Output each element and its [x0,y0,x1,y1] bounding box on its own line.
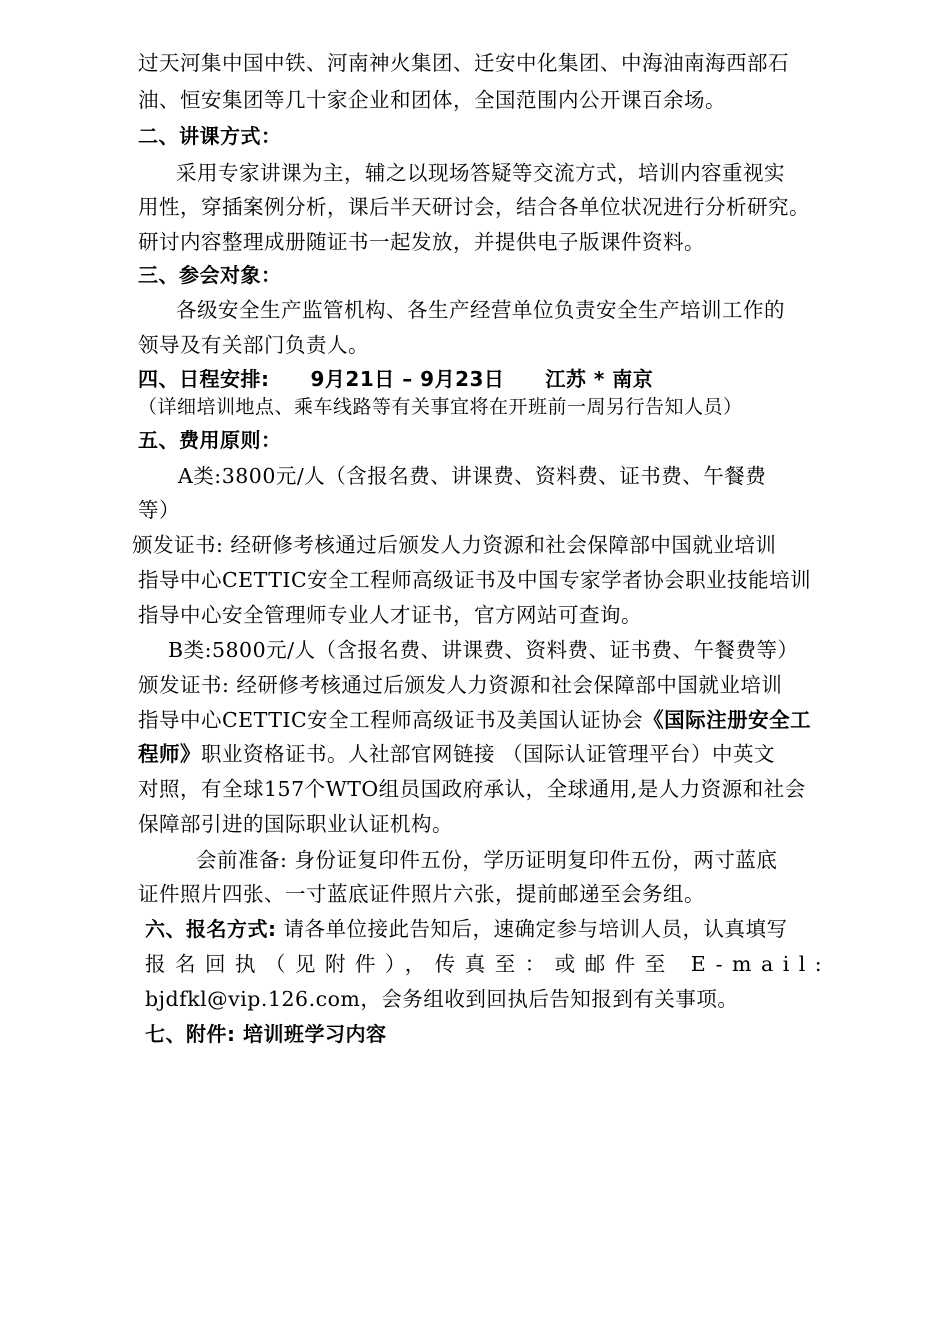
section-2-line-2: 用性，穿插案例分析，课后半天研讨会，结合各单位状况进行分析研究。 [138,195,810,219]
section-4-note: （详细培训地点、乘车线路等有关事宜将在开班前一周另行告知人员） [138,396,743,418]
prep-line-1: 会前准备: 身份证复印件五份，学历证明复印件五份，两寸蓝底 [196,848,778,872]
fee-a-line-2: 等） [138,498,180,522]
section-5-heading: 五、费用原则： [138,428,282,452]
fee-b-cert-line-2 [138,707,811,733]
section-3-heading: 三、参会对象： [138,263,282,287]
fee-b-line-1: B类:5800元/人（含报名费、讲课费、资料费、证书费、午餐费等） [168,638,799,662]
section-6-line-2: 报名回执（见附件），传真至：或邮件至 E-mail: [145,952,832,976]
section-2-line-1: 采用专家讲课为主，辅之以现场答疑等交流方式，培训内容重视实 [176,161,785,185]
section-6-text: 请各单位接此告知后，速确定参与培训人员，认真填写 [283,917,788,941]
fee-b-cert-line-1: 颁发证书: 经研修考核通过后颁发人力资源和社会保障部中国就业培训 [138,673,783,697]
fee-a-cert-line-2: 指导中心CETTIC安全工程师高级证书及中国专家学者协会职业技能培训 [138,568,812,592]
intro-line-1: 过天河集中国中铁、河南神火集团、迁安中化集团、中海油南海西部石 [138,51,789,75]
section-6-line-1 [145,916,788,942]
section-2-heading: 二、讲课方式： [138,124,282,148]
fee-b-cert-title-end: 程师》 [138,742,201,766]
section-3-line-1: 各级安全生产监管机构、各生产经营单位负责安全生产培训工作的 [176,298,785,322]
fee-b-cert-title-start: 《国际注册安全工 [643,708,812,732]
fee-b-cert-line-4: 对照，有全球157个WTO组员国政府承认，全球通用,是人力资源和社会 [138,777,806,801]
fee-a-line-1: A类:3800元/人（含报名费、讲课费、资料费、证书费、午餐费 [178,464,767,488]
intro-line-2: 油、恒安集团等几十家企业和团体，全国范围内公开课百余场。 [138,88,726,112]
fee-b-cert-line-3 [138,741,775,767]
prep-line-2: 证件照片四张、一寸蓝底证件照片六张，提前邮递至会务组。 [138,882,705,906]
section-6-line-3: bjdfkl@vip.126.com，会务组收到回执后告知报到有关事项。 [145,987,739,1011]
section-7-heading: 七、附件: 培训班学习内容 [145,1022,387,1046]
fee-b-cert-line-5: 保障部引进的国际职业认证机构。 [138,812,453,836]
section-3-line-2: 领导及有关部门负责人。 [138,333,369,357]
fee-b-cert-line-2-text: 指导中心CETTIC安全工程师高级证书及美国认证协会 [138,708,644,732]
section-2-line-3: 研讨内容整理成册随证书一起发放，并提供电子版课件资料。 [138,230,705,254]
fee-b-cert-line-3-text: 职业资格证书。人社部官网链接 （国际认证管理平台）中英文 [201,742,776,766]
fee-a-cert-line-3: 指导中心安全管理师专业人才证书，官方网站可查询。 [138,603,642,627]
section-6-heading: 六、报名方式: [145,917,277,941]
fee-a-cert-line-1: 颁发证书: 经研修考核通过后颁发人力资源和社会保障部中国就业培训 [132,533,777,557]
section-4-heading: 四、日程安排: 9月21日 – 9月23日 江苏 * 南京 [138,367,654,391]
